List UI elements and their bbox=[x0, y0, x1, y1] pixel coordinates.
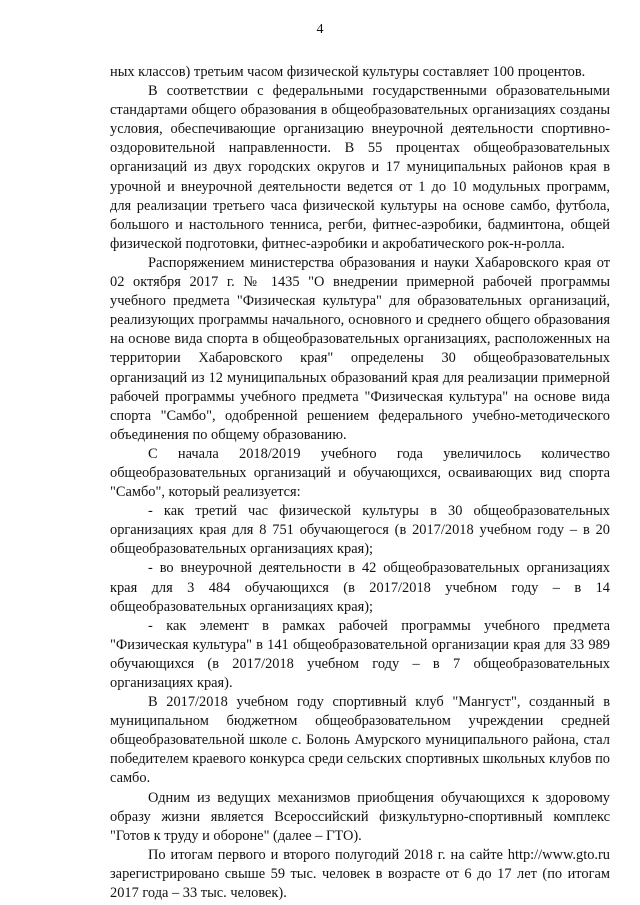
paragraph-fgos-conditions: В соответствии с федеральными государственными образовательными стандартами общего образования в общеобразовательных организациях созданы условия, обеспечивающие организацию внеурочной деятельности спортивно-оздоровительной направленности. В 55 процентах общеобразовательных организаций из двух городских округов и 17 муниципальных районов края в урочной и внеурочной деятельности ведется от 1 до 10 модульных программ, для реализации третьего часа физической культуры на основе самбо, футбола, большого и настольного тенниса, регби, фитнес-аэробики, бадминтона, общей физической подготовки, фитнес-аэробики и акробатического рок-н-ролла. bbox=[110, 83, 610, 252]
paragraph-sambo-growth: С начала 2018/2019 учебного года увеличилось количество общеобразовательных организаций и обучающихся, осваивающих вид спорта "Самбо", который реализуется: bbox=[110, 445, 610, 501]
paragraph-gto-complex: Одним из ведущих механизмов приобщения обучающихся к здоровому образу жизни является Всероссийский физкультурно-спортивный комплекс "Готов к труду и обороне" (далее – ГТО). bbox=[110, 789, 610, 844]
paragraph-continuation: ных классов) третьим часом физической культуры составляет 100 процентов. bbox=[110, 64, 586, 80]
document-body bbox=[110, 63, 610, 903]
paragraph-gto-registrations: По итогам первого и второго полугодий 2018 г. на сайте http://www.gto.ru зарегистрировано свыше 59 тыс. человек в возрасте от 6 до 17 лет (по итогам 2017 года – 33 тыс. человек). bbox=[110, 846, 610, 902]
page-number: 4 bbox=[316, 22, 324, 37]
list-item-third-hour: - как третий час физической культуры в 30 общеобразовательных организациях края для 8 751 обучающегося (в 2017/2018 учебном году – в 20 общеобразовательных организациях края); bbox=[110, 503, 610, 558]
paragraph-mangust-club: В 2017/2018 учебном году спортивный клуб "Мангуст", созданный в муниципальном бюджетном общеобразовательном учреждении средней общеобразовательной школе с. Болонь Амурского муниципального района, стал победителем краевого конкурса среди сельских спортивных школьных клубов по самбо. bbox=[110, 694, 610, 787]
paragraph-ministry-order: Распоряжением министерства образования и науки Хабаровского края от 02 октября 2017 г. № 1435 "О внедрении примерной рабочей программы учебного предмета "Физическая культура" для образовательных организаций, реализующих программы начального, основного и среднего общего образования на основе вида спорта в общеобразовательных организациях, расположенных на территории Хабаровского края" определены 30 общеобразовательных организаций из 12 муниципальных образований края для реализации примерной рабочей программы учебного предмета "Физическая культура" на основе вида спорта "Самбо", одобренной решением федерального учебно-методического объединения по общему образованию. bbox=[110, 254, 610, 443]
list-item-program-element: - как элемент в рамках рабочей программы учебного предмета "Физическая культура" в 141 общеобразовательной организации края для 33 989 обучающихся (в 2017/2018 учебном году – в 7 общеобразовательных организациях края). bbox=[110, 617, 610, 691]
list-item-extracurricular: - во внеурочной деятельности в 42 общеобразовательных организациях края для 3 484 обучающихся (в 2017/2018 учебном году – в 14 общеобразовательных организациях края); bbox=[110, 560, 610, 615]
